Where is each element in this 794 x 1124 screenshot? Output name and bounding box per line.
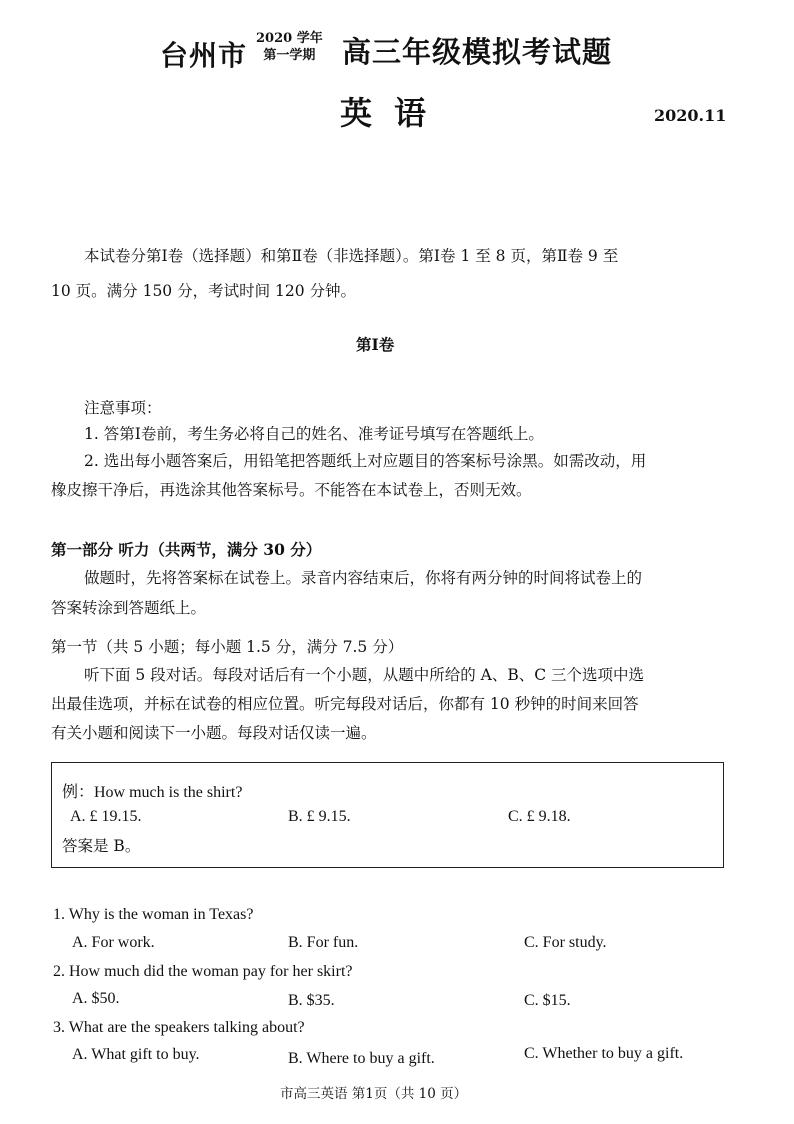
section1-desc-line-3: 有关小题和阅读下一小题。每段对话仅读一遍。 xyxy=(51,724,377,742)
term-label xyxy=(256,30,323,64)
intro-line-1: 本试卷分第Ⅰ卷（选择题）和第Ⅱ卷（非选择题）。第Ⅰ卷 1 至 8 页，第Ⅱ卷 9 至 xyxy=(84,247,619,265)
notice-item-2-line-2: 橡皮擦干净后，再选涂其他答案标号。不能答在本试卷上，否则无效。 xyxy=(51,481,532,499)
section1-desc-line-2: 出最佳选项，并标在试卷的相应位置。听完每段对话后，你都有 10 秒钟的时间来回答 xyxy=(51,695,639,713)
question-2-option-b: B. $35. xyxy=(288,992,335,1009)
notice-title: 注意事项： xyxy=(84,399,162,417)
question-1-option-b: B. For fun. xyxy=(288,934,359,951)
term-semester: 第一学期 xyxy=(263,48,316,63)
example-question: 例：How much is the shirt? xyxy=(62,784,243,801)
example-option-c: C. £ 9.18. xyxy=(508,808,571,825)
term-year: 2020 学年 xyxy=(256,31,323,46)
section1-title: 第一节（共 5 小题；每小题 1.5 分，满分 7.5 分） xyxy=(51,638,404,656)
question-1-option-c: C. For study. xyxy=(524,934,607,951)
question-2-stem: 2. How much did the woman pay for her skirt? xyxy=(53,963,353,980)
section1-desc-line-1: 听下面 5 段对话。每段对话后有一个小题，从题中所给的 A、B、C 三个选项中选 xyxy=(84,666,645,684)
part1-desc-line-1: 做题时，先将答案标在试卷上。录音内容结束后，你将有两分钟的时间将试卷上的 xyxy=(84,569,643,587)
subject-title: 英语 xyxy=(340,94,449,132)
exam-date: 2020.11 xyxy=(654,106,727,125)
example-box xyxy=(51,762,724,868)
question-2-option-c: C. $15. xyxy=(524,992,571,1009)
exam-title: 高三年级模拟考试题 xyxy=(342,35,613,69)
part1-desc-line-2: 答案转涂到答题纸上。 xyxy=(51,599,207,617)
question-2-option-a: A. $50. xyxy=(72,990,120,1007)
part1-title: 第一部分 听力（共两节，满分 30 分） xyxy=(51,540,322,559)
question-1-stem: 1. Why is the woman in Texas? xyxy=(53,906,254,923)
example-option-a: A. £ 19.15. xyxy=(70,808,142,825)
page-footer: 市高三英语 第1页（共 10 页） xyxy=(280,1086,468,1102)
question-3-option-c: C. Whether to buy a gift. xyxy=(524,1045,684,1062)
question-3-stem: 3. What are the speakers talking about? xyxy=(53,1019,305,1036)
intro-line-2: 10 页。满分 150 分，考试时间 120 分钟。 xyxy=(51,282,357,300)
example-answer: 答案是 B。 xyxy=(62,837,141,855)
example-option-b: B. £ 9.15. xyxy=(288,808,351,825)
question-3-option-a: A. What gift to buy. xyxy=(72,1046,200,1063)
notice-item-1: 1. 答第Ⅰ卷前，考生务必将自己的姓名、准考证号填写在答题纸上。 xyxy=(84,425,544,443)
volume-title: 第Ⅰ卷 xyxy=(356,335,395,354)
question-1-option-a: A. For work. xyxy=(72,934,155,951)
question-3-option-b: B. Where to buy a gift. xyxy=(288,1050,435,1067)
city-name: 台州市 xyxy=(160,39,248,72)
notice-item-2-line-1: 2. 选出每小题答案后，用铅笔把答题纸上对应题目的答案标号涂黑。如需改动，用 xyxy=(84,452,647,470)
